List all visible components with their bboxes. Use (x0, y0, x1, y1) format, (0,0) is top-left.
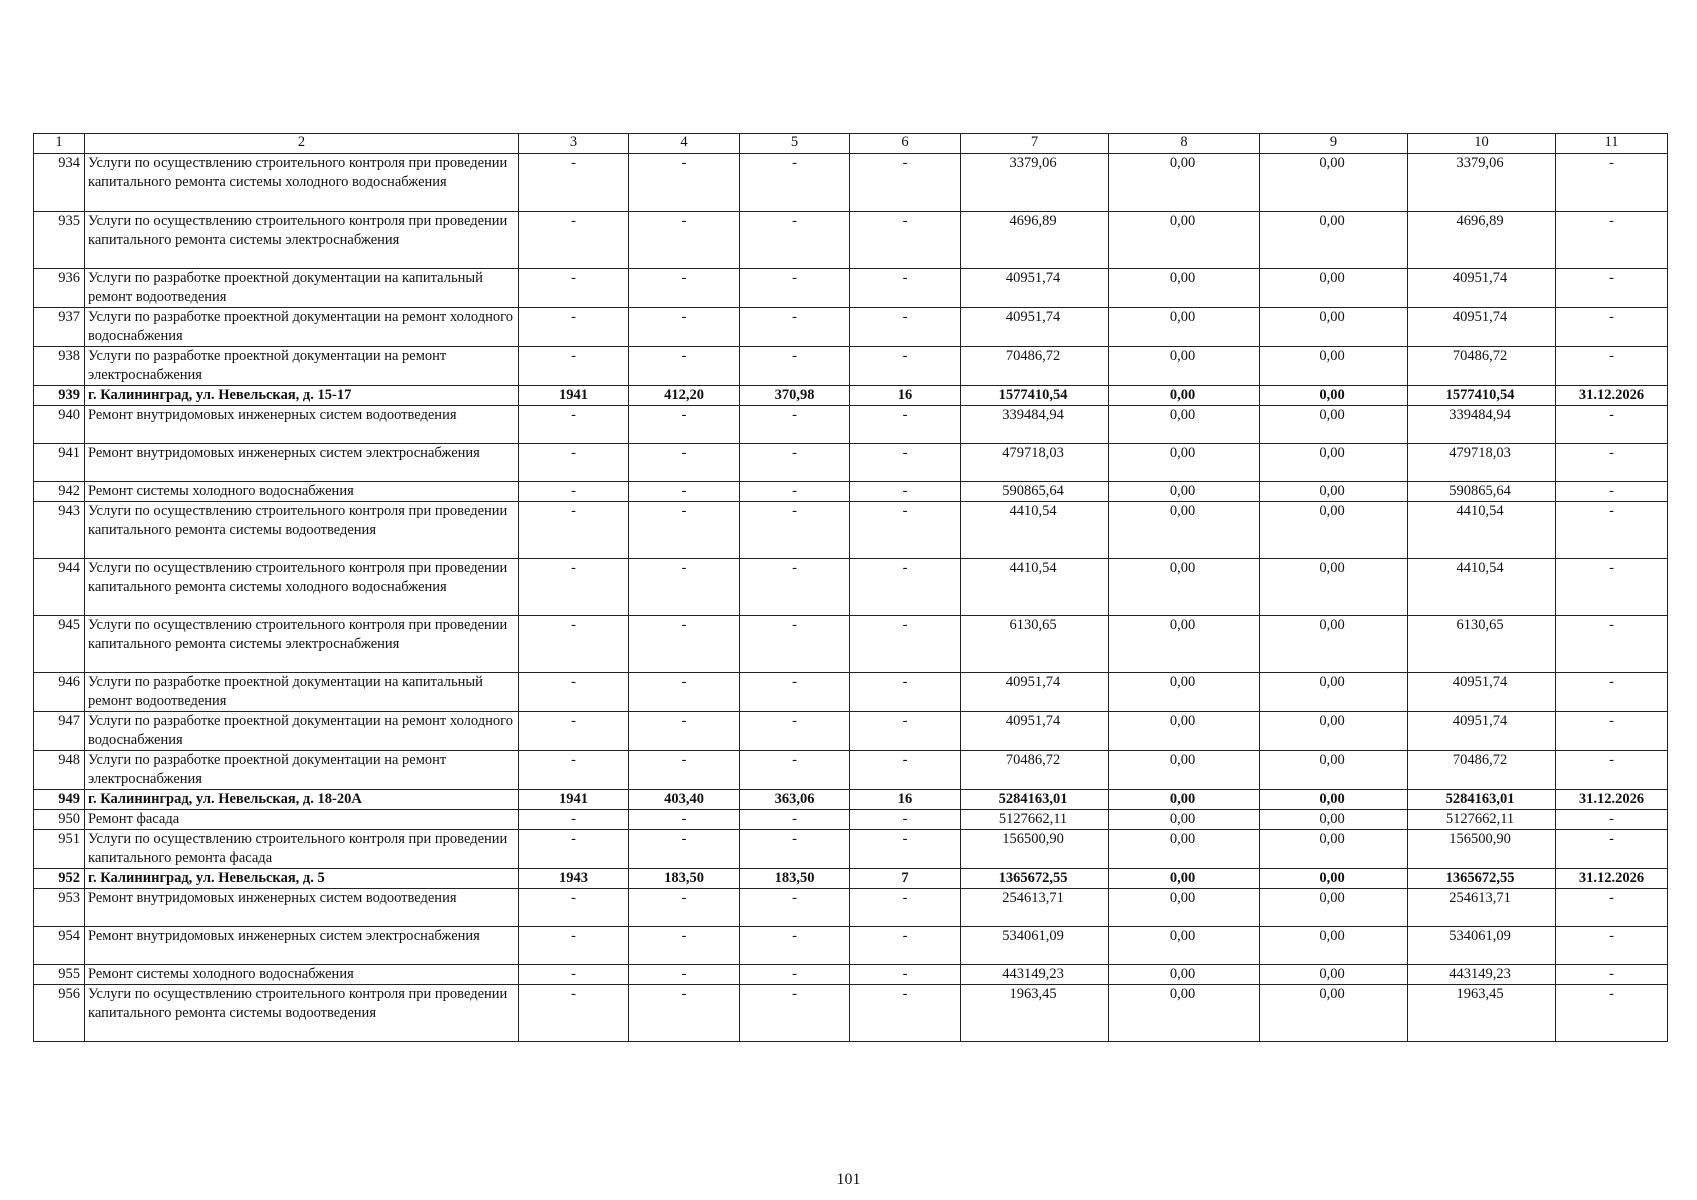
fund-cell: 0,00 (1109, 869, 1260, 889)
deadline-cell: - (1556, 927, 1668, 965)
residents-cell: - (850, 985, 961, 1042)
table-row (34, 751, 1668, 790)
budget-cell: 0,00 (1260, 751, 1408, 790)
cost-owners-cell: 4696,89 (1408, 212, 1556, 269)
cost-total-cell: 4410,54 (961, 502, 1109, 559)
description-cell: Ремонт фасада (85, 810, 519, 830)
deadline-cell: - (1556, 751, 1668, 790)
deadline-cell: - (1556, 444, 1668, 482)
cost-total-cell: 40951,74 (961, 308, 1109, 347)
cost-total-cell: 443149,23 (961, 965, 1109, 985)
residents-cell: - (850, 751, 961, 790)
residents-cell: - (850, 559, 961, 616)
cost-total-cell: 40951,74 (961, 712, 1109, 751)
header-cell-4: 4 (629, 134, 740, 154)
cost-total-cell: 590865,64 (961, 482, 1109, 502)
table-row (34, 502, 1668, 559)
address-row (34, 790, 1668, 810)
description-cell: Услуги по осуществлению строительного контроля при проведении капитального ремонта системы холодного водоснабжения (85, 154, 519, 212)
table-row (34, 559, 1668, 616)
area-living-cell: - (740, 965, 850, 985)
cost-owners-cell: 534061,09 (1408, 927, 1556, 965)
area-living-cell: - (740, 616, 850, 673)
fund-cell: 0,00 (1109, 502, 1260, 559)
area-living-cell: - (740, 810, 850, 830)
description-cell: Ремонт внутридомовых инженерных систем электроснабжения (85, 444, 519, 482)
budget-cell: 0,00 (1260, 790, 1408, 810)
description-cell: Услуги по осуществлению строительного контроля при проведении капитального ремонта системы холодного водоснабжения (85, 559, 519, 616)
table-row (34, 673, 1668, 712)
fund-cell: 0,00 (1109, 154, 1260, 212)
residents-cell: - (850, 154, 961, 212)
row-number-cell: 937 (34, 308, 85, 347)
area-living-cell: - (740, 444, 850, 482)
cost-total-cell: 40951,74 (961, 673, 1109, 712)
deadline-cell: - (1556, 559, 1668, 616)
area-total-cell: - (629, 482, 740, 502)
year-cell: - (519, 965, 629, 985)
residents-cell: 16 (850, 790, 961, 810)
header-cell-5: 5 (740, 134, 850, 154)
year-cell: 1941 (519, 790, 629, 810)
row-number-cell: 953 (34, 889, 85, 927)
deadline-cell: - (1556, 212, 1668, 269)
row-number-cell: 944 (34, 559, 85, 616)
cost-owners-cell: 40951,74 (1408, 712, 1556, 751)
row-number-cell: 955 (34, 965, 85, 985)
cost-owners-cell: 40951,74 (1408, 673, 1556, 712)
cost-total-cell: 70486,72 (961, 751, 1109, 790)
table-row (34, 347, 1668, 386)
fund-cell: 0,00 (1109, 444, 1260, 482)
budget-cell: 0,00 (1260, 212, 1408, 269)
description-cell: Услуги по разработке проектной документации на ремонт электроснабжения (85, 751, 519, 790)
table-row (34, 712, 1668, 751)
cost-total-cell: 4696,89 (961, 212, 1109, 269)
year-cell: - (519, 212, 629, 269)
year-cell: - (519, 830, 629, 869)
description-cell: Ремонт системы холодного водоснабжения (85, 482, 519, 502)
fund-cell: 0,00 (1109, 751, 1260, 790)
area-total-cell: - (629, 889, 740, 927)
area-total-cell: - (629, 406, 740, 444)
area-living-cell: - (740, 308, 850, 347)
address-row (34, 386, 1668, 406)
budget-cell: 0,00 (1260, 154, 1408, 212)
cost-total-cell: 156500,90 (961, 830, 1109, 869)
cost-owners-cell: 70486,72 (1408, 347, 1556, 386)
budget-cell: 0,00 (1260, 406, 1408, 444)
residents-cell: - (850, 347, 961, 386)
row-number-cell: 935 (34, 212, 85, 269)
description-cell: Услуги по разработке проектной документации на капитальный ремонт водоотведения (85, 269, 519, 308)
table-row (34, 154, 1668, 212)
residents-cell: - (850, 444, 961, 482)
cost-owners-cell: 4410,54 (1408, 502, 1556, 559)
year-cell: - (519, 751, 629, 790)
area-total-cell: - (629, 502, 740, 559)
fund-cell: 0,00 (1109, 482, 1260, 502)
row-number-cell: 949 (34, 790, 85, 810)
row-number-cell: 954 (34, 927, 85, 965)
residents-cell: - (850, 889, 961, 927)
fund-cell: 0,00 (1109, 406, 1260, 444)
budget-cell: 0,00 (1260, 308, 1408, 347)
year-cell: - (519, 559, 629, 616)
table-row (34, 889, 1668, 927)
column-number-header-row (34, 134, 1668, 154)
area-total-cell: - (629, 810, 740, 830)
row-number-cell: 945 (34, 616, 85, 673)
table-row (34, 616, 1668, 673)
fund-cell: 0,00 (1109, 347, 1260, 386)
deadline-cell: - (1556, 502, 1668, 559)
year-cell: 1941 (519, 386, 629, 406)
area-living-cell: - (740, 927, 850, 965)
area-total-cell: - (629, 616, 740, 673)
deadline-cell: - (1556, 965, 1668, 985)
area-total-cell: - (629, 444, 740, 482)
area-total-cell: - (629, 673, 740, 712)
budget-cell: 0,00 (1260, 347, 1408, 386)
row-number-cell: 938 (34, 347, 85, 386)
cost-owners-cell: 1365672,55 (1408, 869, 1556, 889)
header-cell-2: 2 (85, 134, 519, 154)
description-cell: Услуги по осуществлению строительного контроля при проведении капитального ремонта системы электроснабжения (85, 616, 519, 673)
area-living-cell: - (740, 673, 850, 712)
budget-cell: 0,00 (1260, 712, 1408, 751)
header-cell-3: 3 (519, 134, 629, 154)
cost-total-cell: 534061,09 (961, 927, 1109, 965)
cost-owners-cell: 254613,71 (1408, 889, 1556, 927)
header-cell-8: 8 (1109, 134, 1260, 154)
table-row (34, 308, 1668, 347)
cost-total-cell: 3379,06 (961, 154, 1109, 212)
area-living-cell: - (740, 347, 850, 386)
table-row (34, 269, 1668, 308)
area-living-cell: - (740, 712, 850, 751)
year-cell: - (519, 444, 629, 482)
header-cell-9: 9 (1260, 134, 1408, 154)
description-cell: Ремонт системы холодного водоснабжения (85, 965, 519, 985)
fund-cell: 0,00 (1109, 269, 1260, 308)
table-row (34, 444, 1668, 482)
fund-cell: 0,00 (1109, 790, 1260, 810)
budget-cell: 0,00 (1260, 444, 1408, 482)
description-cell: Услуги по разработке проектной документации на ремонт холодного водоснабжения (85, 308, 519, 347)
deadline-cell: - (1556, 308, 1668, 347)
year-cell: - (519, 927, 629, 965)
area-living-cell: - (740, 502, 850, 559)
residents-cell: - (850, 712, 961, 751)
residents-cell: - (850, 212, 961, 269)
residents-cell: 7 (850, 869, 961, 889)
row-number-cell: 950 (34, 810, 85, 830)
year-cell: - (519, 347, 629, 386)
budget-cell: 0,00 (1260, 673, 1408, 712)
row-number-cell: 947 (34, 712, 85, 751)
row-number-cell: 939 (34, 386, 85, 406)
cost-total-cell: 1365672,55 (961, 869, 1109, 889)
description-cell: Услуги по осуществлению строительного контроля при проведении капитального ремонта системы водоотведения (85, 502, 519, 559)
fund-cell: 0,00 (1109, 889, 1260, 927)
budget-cell: 0,00 (1260, 616, 1408, 673)
budget-cell: 0,00 (1260, 985, 1408, 1042)
fund-cell: 0,00 (1109, 386, 1260, 406)
cost-owners-cell: 5127662,11 (1408, 810, 1556, 830)
cost-owners-cell: 6130,65 (1408, 616, 1556, 673)
area-living-cell: - (740, 751, 850, 790)
budget-cell: 0,00 (1260, 830, 1408, 869)
residents-cell: - (850, 616, 961, 673)
budget-cell: 0,00 (1260, 927, 1408, 965)
table-row (34, 830, 1668, 869)
row-number-cell: 946 (34, 673, 85, 712)
description-cell: Услуги по осуществлению строительного контроля при проведении капитального ремонта системы водоотведения (85, 985, 519, 1042)
deadline-cell: - (1556, 985, 1668, 1042)
row-number-cell: 941 (34, 444, 85, 482)
year-cell: - (519, 889, 629, 927)
budget-cell: 0,00 (1260, 559, 1408, 616)
fund-cell: 0,00 (1109, 712, 1260, 751)
deadline-cell: - (1556, 616, 1668, 673)
table-row (34, 810, 1668, 830)
deadline-cell: - (1556, 347, 1668, 386)
area-total-cell: - (629, 965, 740, 985)
area-living-cell: - (740, 985, 850, 1042)
header-cell-10: 10 (1408, 134, 1556, 154)
header-cell-11: 11 (1556, 134, 1668, 154)
cost-owners-cell: 443149,23 (1408, 965, 1556, 985)
deadline-cell: - (1556, 482, 1668, 502)
header-cell-1: 1 (34, 134, 85, 154)
residents-cell: - (850, 269, 961, 308)
fund-cell: 0,00 (1109, 616, 1260, 673)
deadline-cell: 31.12.2026 (1556, 386, 1668, 406)
header-cell-7: 7 (961, 134, 1109, 154)
year-cell: - (519, 712, 629, 751)
table-row (34, 965, 1668, 985)
address-row (34, 869, 1668, 889)
description-cell: Услуги по осуществлению строительного контроля при проведении капитального ремонта системы электроснабжения (85, 212, 519, 269)
deadline-cell: - (1556, 712, 1668, 751)
area-living-cell: - (740, 482, 850, 502)
area-living-cell: - (740, 212, 850, 269)
area-total-cell: - (629, 269, 740, 308)
row-number-cell: 934 (34, 154, 85, 212)
cost-owners-cell: 40951,74 (1408, 308, 1556, 347)
cost-owners-cell: 3379,06 (1408, 154, 1556, 212)
area-total-cell: - (629, 347, 740, 386)
area-living-cell: 370,98 (740, 386, 850, 406)
area-total-cell: 403,40 (629, 790, 740, 810)
table-row (34, 212, 1668, 269)
residents-cell: - (850, 406, 961, 444)
area-total-cell: - (629, 559, 740, 616)
residents-cell: - (850, 810, 961, 830)
budget-cell: 0,00 (1260, 810, 1408, 830)
year-cell: - (519, 154, 629, 212)
cost-total-cell: 1963,45 (961, 985, 1109, 1042)
area-total-cell: - (629, 927, 740, 965)
header-cell-6: 6 (850, 134, 961, 154)
year-cell: - (519, 616, 629, 673)
area-total-cell: - (629, 751, 740, 790)
cost-owners-cell: 590865,64 (1408, 482, 1556, 502)
area-living-cell: - (740, 269, 850, 308)
cost-total-cell: 5284163,01 (961, 790, 1109, 810)
residents-cell: - (850, 927, 961, 965)
area-living-cell: - (740, 559, 850, 616)
table-row (34, 406, 1668, 444)
fund-cell: 0,00 (1109, 965, 1260, 985)
area-living-cell: 183,50 (740, 869, 850, 889)
description-cell: г. Калининград, ул. Невельская, д. 18-20А (85, 790, 519, 810)
row-number-cell: 942 (34, 482, 85, 502)
table-row (34, 985, 1668, 1042)
cost-owners-cell: 156500,90 (1408, 830, 1556, 869)
cost-total-cell: 479718,03 (961, 444, 1109, 482)
description-cell: г. Калининград, ул. Невельская, д. 15-17 (85, 386, 519, 406)
area-living-cell: - (740, 830, 850, 869)
fund-cell: 0,00 (1109, 830, 1260, 869)
fund-cell: 0,00 (1109, 810, 1260, 830)
area-total-cell: - (629, 830, 740, 869)
repair-schedule-table (33, 133, 1668, 1042)
cost-owners-cell: 70486,72 (1408, 751, 1556, 790)
area-total-cell: - (629, 154, 740, 212)
residents-cell: - (850, 830, 961, 869)
residents-cell: - (850, 308, 961, 347)
description-cell: Услуги по разработке проектной документации на капитальный ремонт водоотведения (85, 673, 519, 712)
cost-owners-cell: 479718,03 (1408, 444, 1556, 482)
fund-cell: 0,00 (1109, 212, 1260, 269)
fund-cell: 0,00 (1109, 927, 1260, 965)
deadline-cell: - (1556, 154, 1668, 212)
deadline-cell: - (1556, 810, 1668, 830)
deadline-cell: - (1556, 269, 1668, 308)
deadline-cell: - (1556, 889, 1668, 927)
area-total-cell: 183,50 (629, 869, 740, 889)
cost-owners-cell: 5284163,01 (1408, 790, 1556, 810)
cost-owners-cell: 40951,74 (1408, 269, 1556, 308)
row-number-cell: 956 (34, 985, 85, 1042)
budget-cell: 0,00 (1260, 502, 1408, 559)
area-total-cell: - (629, 712, 740, 751)
description-cell: Ремонт внутридомовых инженерных систем электроснабжения (85, 927, 519, 965)
fund-cell: 0,00 (1109, 559, 1260, 616)
deadline-cell: - (1556, 673, 1668, 712)
area-living-cell: - (740, 154, 850, 212)
deadline-cell: 31.12.2026 (1556, 869, 1668, 889)
description-cell: Ремонт внутридомовых инженерных систем водоотведения (85, 406, 519, 444)
area-total-cell: 412,20 (629, 386, 740, 406)
table-body (34, 134, 1668, 1042)
description-cell: г. Калининград, ул. Невельская, д. 5 (85, 869, 519, 889)
year-cell: - (519, 406, 629, 444)
cost-total-cell: 70486,72 (961, 347, 1109, 386)
deadline-cell: 31.12.2026 (1556, 790, 1668, 810)
row-number-cell: 940 (34, 406, 85, 444)
description-cell: Услуги по разработке проектной документации на ремонт холодного водоснабжения (85, 712, 519, 751)
table-row (34, 482, 1668, 502)
area-total-cell: - (629, 308, 740, 347)
year-cell: - (519, 269, 629, 308)
row-number-cell: 948 (34, 751, 85, 790)
budget-cell: 0,00 (1260, 889, 1408, 927)
residents-cell: - (850, 965, 961, 985)
deadline-cell: - (1556, 406, 1668, 444)
description-cell: Ремонт внутридомовых инженерных систем водоотведения (85, 889, 519, 927)
year-cell: - (519, 810, 629, 830)
cost-owners-cell: 1577410,54 (1408, 386, 1556, 406)
area-total-cell: - (629, 212, 740, 269)
fund-cell: 0,00 (1109, 985, 1260, 1042)
description-cell: Услуги по осуществлению строительного контроля при проведении капитального ремонта фасада (85, 830, 519, 869)
description-cell: Услуги по разработке проектной документации на ремонт электроснабжения (85, 347, 519, 386)
cost-total-cell: 40951,74 (961, 269, 1109, 308)
budget-cell: 0,00 (1260, 386, 1408, 406)
year-cell: 1943 (519, 869, 629, 889)
cost-total-cell: 254613,71 (961, 889, 1109, 927)
row-number-cell: 951 (34, 830, 85, 869)
year-cell: - (519, 985, 629, 1042)
cost-owners-cell: 339484,94 (1408, 406, 1556, 444)
row-number-cell: 943 (34, 502, 85, 559)
year-cell: - (519, 673, 629, 712)
cost-total-cell: 6130,65 (961, 616, 1109, 673)
cost-total-cell: 1577410,54 (961, 386, 1109, 406)
residents-cell: - (850, 502, 961, 559)
residents-cell: - (850, 673, 961, 712)
row-number-cell: 952 (34, 869, 85, 889)
area-living-cell: - (740, 889, 850, 927)
budget-cell: 0,00 (1260, 965, 1408, 985)
cost-total-cell: 5127662,11 (961, 810, 1109, 830)
year-cell: - (519, 308, 629, 347)
year-cell: - (519, 502, 629, 559)
residents-cell: - (850, 482, 961, 502)
cost-owners-cell: 4410,54 (1408, 559, 1556, 616)
cost-total-cell: 339484,94 (961, 406, 1109, 444)
residents-cell: 16 (850, 386, 961, 406)
row-number-cell: 936 (34, 269, 85, 308)
fund-cell: 0,00 (1109, 673, 1260, 712)
cost-total-cell: 4410,54 (961, 559, 1109, 616)
year-cell: - (519, 482, 629, 502)
page-number: 101 (836, 1171, 861, 1188)
area-total-cell: - (629, 985, 740, 1042)
area-living-cell: 363,06 (740, 790, 850, 810)
table-row (34, 927, 1668, 965)
budget-cell: 0,00 (1260, 269, 1408, 308)
cost-owners-cell: 1963,45 (1408, 985, 1556, 1042)
fund-cell: 0,00 (1109, 308, 1260, 347)
budget-cell: 0,00 (1260, 482, 1408, 502)
budget-cell: 0,00 (1260, 869, 1408, 889)
deadline-cell: - (1556, 830, 1668, 869)
area-living-cell: - (740, 406, 850, 444)
